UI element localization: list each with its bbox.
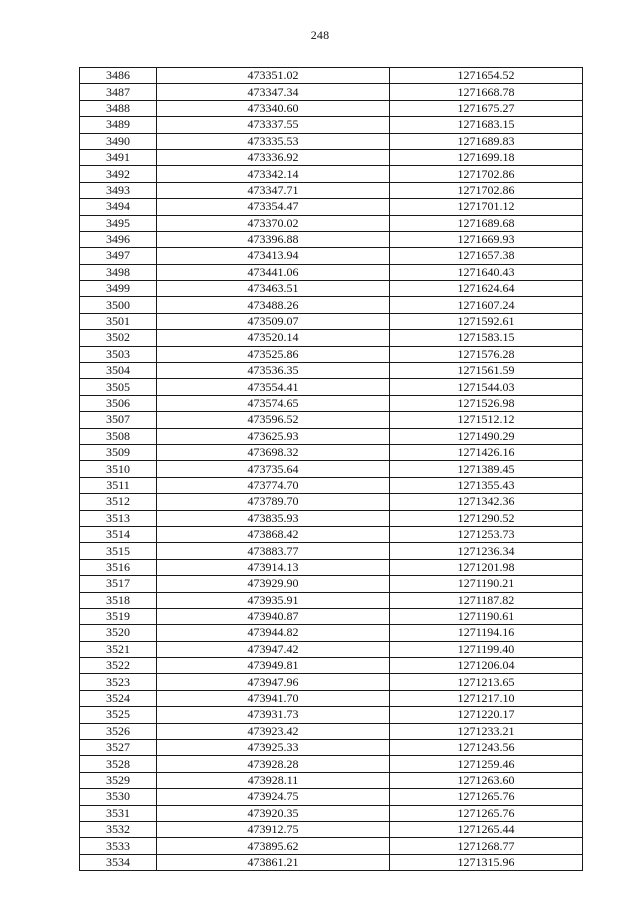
table-row — [80, 772, 583, 788]
y-coordinate-cell: 1271675.27 — [390, 100, 583, 116]
point-id-cell: 3514 — [80, 526, 157, 542]
table-row — [80, 100, 583, 116]
point-id-cell: 3530 — [80, 789, 157, 805]
y-coordinate-cell: 1271490.29 — [390, 428, 583, 444]
x-coordinate-cell: 473928.28 — [157, 756, 390, 772]
y-coordinate-cell: 1271253.73 — [390, 526, 583, 542]
y-coordinate-cell: 1271689.83 — [390, 133, 583, 149]
point-id-cell: 3520 — [80, 625, 157, 641]
y-coordinate-cell: 1271592.61 — [390, 313, 583, 329]
point-id-cell: 3491 — [80, 149, 157, 165]
x-coordinate-cell: 473947.96 — [157, 674, 390, 690]
x-coordinate-cell: 473335.53 — [157, 133, 390, 149]
point-id-cell: 3509 — [80, 444, 157, 460]
table-row — [80, 84, 583, 100]
point-id-cell: 3534 — [80, 854, 157, 870]
x-coordinate-cell: 473895.62 — [157, 838, 390, 854]
table-row — [80, 182, 583, 198]
point-id-cell: 3497 — [80, 248, 157, 264]
table-row — [80, 625, 583, 641]
x-coordinate-cell: 473536.35 — [157, 363, 390, 379]
x-coordinate-cell: 473525.86 — [157, 346, 390, 362]
point-id-cell: 3499 — [80, 281, 157, 297]
table-row — [80, 821, 583, 837]
y-coordinate-cell: 1271220.17 — [390, 707, 583, 723]
x-coordinate-cell: 473929.90 — [157, 576, 390, 592]
x-coordinate-cell: 473347.34 — [157, 84, 390, 100]
table-row — [80, 494, 583, 510]
x-coordinate-cell: 473789.70 — [157, 494, 390, 510]
x-coordinate-cell: 473574.65 — [157, 395, 390, 411]
table-row — [80, 559, 583, 575]
x-coordinate-cell: 473596.52 — [157, 412, 390, 428]
y-coordinate-cell: 1271702.86 — [390, 182, 583, 198]
y-coordinate-cell: 1271199.40 — [390, 641, 583, 657]
x-coordinate-cell: 473625.93 — [157, 428, 390, 444]
x-coordinate-cell: 473342.14 — [157, 166, 390, 182]
table-row — [80, 346, 583, 362]
table-row — [80, 199, 583, 215]
point-id-cell: 3510 — [80, 461, 157, 477]
y-coordinate-cell: 1271512.12 — [390, 412, 583, 428]
point-id-cell: 3528 — [80, 756, 157, 772]
y-coordinate-cell: 1271669.93 — [390, 231, 583, 247]
point-id-cell: 3506 — [80, 395, 157, 411]
table-row — [80, 658, 583, 674]
x-coordinate-cell: 473370.02 — [157, 215, 390, 231]
y-coordinate-cell: 1271699.18 — [390, 149, 583, 165]
table-body — [80, 68, 583, 871]
table-row — [80, 854, 583, 870]
table-row — [80, 428, 583, 444]
y-coordinate-cell: 1271702.86 — [390, 166, 583, 182]
table-row — [80, 608, 583, 624]
point-id-cell: 3518 — [80, 592, 157, 608]
point-id-cell: 3523 — [80, 674, 157, 690]
table-row — [80, 838, 583, 854]
point-id-cell: 3500 — [80, 297, 157, 313]
table-row — [80, 805, 583, 821]
point-id-cell: 3522 — [80, 658, 157, 674]
x-coordinate-cell: 473914.13 — [157, 559, 390, 575]
y-coordinate-cell: 1271265.76 — [390, 805, 583, 821]
table-row — [80, 789, 583, 805]
table-row — [80, 297, 583, 313]
point-id-cell: 3493 — [80, 182, 157, 198]
y-coordinate-cell: 1271243.56 — [390, 740, 583, 756]
point-id-cell: 3505 — [80, 379, 157, 395]
point-id-cell: 3525 — [80, 707, 157, 723]
y-coordinate-cell: 1271426.16 — [390, 444, 583, 460]
page-number: 248 — [310, 28, 330, 42]
table-row — [80, 166, 583, 182]
point-id-cell: 3519 — [80, 608, 157, 624]
x-coordinate-cell: 473337.55 — [157, 117, 390, 133]
y-coordinate-cell: 1271190.21 — [390, 576, 583, 592]
point-id-cell: 3533 — [80, 838, 157, 854]
table-row — [80, 674, 583, 690]
table-row — [80, 117, 583, 133]
table-row — [80, 526, 583, 542]
x-coordinate-cell: 473774.70 — [157, 477, 390, 493]
point-id-cell: 3502 — [80, 330, 157, 346]
point-id-cell: 3527 — [80, 740, 157, 756]
x-coordinate-cell: 473698.32 — [157, 444, 390, 460]
point-id-cell: 3488 — [80, 100, 157, 116]
point-id-cell: 3508 — [80, 428, 157, 444]
x-coordinate-cell: 473947.42 — [157, 641, 390, 657]
x-coordinate-cell: 473336.92 — [157, 149, 390, 165]
x-coordinate-cell: 473931.73 — [157, 707, 390, 723]
x-coordinate-cell: 473925.33 — [157, 740, 390, 756]
point-id-cell: 3503 — [80, 346, 157, 362]
point-id-cell: 3498 — [80, 264, 157, 280]
y-coordinate-cell: 1271389.45 — [390, 461, 583, 477]
y-coordinate-cell: 1271268.77 — [390, 838, 583, 854]
x-coordinate-cell: 473463.51 — [157, 281, 390, 297]
y-coordinate-cell: 1271607.24 — [390, 297, 583, 313]
point-id-cell: 3492 — [80, 166, 157, 182]
table-row — [80, 641, 583, 657]
y-coordinate-cell: 1271640.43 — [390, 264, 583, 280]
table-row — [80, 133, 583, 149]
y-coordinate-cell: 1271233.21 — [390, 723, 583, 739]
x-coordinate-cell: 473923.42 — [157, 723, 390, 739]
table-row — [80, 740, 583, 756]
table-row — [80, 576, 583, 592]
point-id-cell: 3501 — [80, 313, 157, 329]
point-id-cell: 3495 — [80, 215, 157, 231]
point-id-cell: 3526 — [80, 723, 157, 739]
point-id-cell: 3496 — [80, 231, 157, 247]
table-row — [80, 248, 583, 264]
y-coordinate-cell: 1271190.61 — [390, 608, 583, 624]
y-coordinate-cell: 1271201.98 — [390, 559, 583, 575]
y-coordinate-cell: 1271654.52 — [390, 68, 583, 84]
y-coordinate-cell: 1271526.98 — [390, 395, 583, 411]
point-id-cell: 3511 — [80, 477, 157, 493]
point-id-cell: 3486 — [80, 68, 157, 84]
y-coordinate-cell: 1271315.96 — [390, 854, 583, 870]
y-coordinate-cell: 1271668.78 — [390, 84, 583, 100]
point-id-cell: 3490 — [80, 133, 157, 149]
table-row — [80, 379, 583, 395]
x-coordinate-cell: 473861.21 — [157, 854, 390, 870]
table-row — [80, 707, 583, 723]
y-coordinate-cell: 1271259.46 — [390, 756, 583, 772]
x-coordinate-cell: 473928.11 — [157, 772, 390, 788]
y-coordinate-cell: 1271583.15 — [390, 330, 583, 346]
table-row — [80, 68, 583, 84]
point-id-cell: 3532 — [80, 821, 157, 837]
point-id-cell: 3494 — [80, 199, 157, 215]
y-coordinate-cell: 1271544.03 — [390, 379, 583, 395]
y-coordinate-cell: 1271561.59 — [390, 363, 583, 379]
x-coordinate-cell: 473949.81 — [157, 658, 390, 674]
point-id-cell: 3513 — [80, 510, 157, 526]
x-coordinate-cell: 473924.75 — [157, 789, 390, 805]
y-coordinate-cell: 1271265.76 — [390, 789, 583, 805]
y-coordinate-cell: 1271187.82 — [390, 592, 583, 608]
y-coordinate-cell: 1271342.36 — [390, 494, 583, 510]
x-coordinate-cell: 473883.77 — [157, 543, 390, 559]
point-id-cell: 3531 — [80, 805, 157, 821]
table-row — [80, 690, 583, 706]
point-id-cell: 3487 — [80, 84, 157, 100]
x-coordinate-cell: 473940.87 — [157, 608, 390, 624]
x-coordinate-cell: 473520.14 — [157, 330, 390, 346]
y-coordinate-cell: 1271263.60 — [390, 772, 583, 788]
x-coordinate-cell: 473396.88 — [157, 231, 390, 247]
point-id-cell: 3524 — [80, 690, 157, 706]
y-coordinate-cell: 1271689.68 — [390, 215, 583, 231]
y-coordinate-cell: 1271683.15 — [390, 117, 583, 133]
table-row — [80, 444, 583, 460]
x-coordinate-cell: 473509.07 — [157, 313, 390, 329]
y-coordinate-cell: 1271355.43 — [390, 477, 583, 493]
y-coordinate-cell: 1271657.38 — [390, 248, 583, 264]
table-row — [80, 592, 583, 608]
x-coordinate-cell: 473868.42 — [157, 526, 390, 542]
table-row — [80, 231, 583, 247]
y-coordinate-cell: 1271213.65 — [390, 674, 583, 690]
table-row — [80, 461, 583, 477]
table-row — [80, 756, 583, 772]
table-row — [80, 330, 583, 346]
table-row — [80, 313, 583, 329]
y-coordinate-cell: 1271236.34 — [390, 543, 583, 559]
point-id-cell: 3512 — [80, 494, 157, 510]
x-coordinate-cell: 473441.06 — [157, 264, 390, 280]
y-coordinate-cell: 1271206.04 — [390, 658, 583, 674]
x-coordinate-cell: 473347.71 — [157, 182, 390, 198]
x-coordinate-cell: 473554.41 — [157, 379, 390, 395]
y-coordinate-cell: 1271701.12 — [390, 199, 583, 215]
table-row — [80, 264, 583, 280]
point-id-cell: 3504 — [80, 363, 157, 379]
y-coordinate-cell: 1271624.64 — [390, 281, 583, 297]
table-row — [80, 395, 583, 411]
table-row — [80, 363, 583, 379]
x-coordinate-cell: 473413.94 — [157, 248, 390, 264]
point-id-cell: 3515 — [80, 543, 157, 559]
table-row — [80, 215, 583, 231]
y-coordinate-cell: 1271194.16 — [390, 625, 583, 641]
y-coordinate-cell: 1271576.28 — [390, 346, 583, 362]
table-row — [80, 723, 583, 739]
point-id-cell: 3516 — [80, 559, 157, 575]
x-coordinate-cell: 473340.60 — [157, 100, 390, 116]
x-coordinate-cell: 473912.75 — [157, 821, 390, 837]
x-coordinate-cell: 473920.35 — [157, 805, 390, 821]
x-coordinate-cell: 473935.91 — [157, 592, 390, 608]
table-row — [80, 281, 583, 297]
x-coordinate-cell: 473944.82 — [157, 625, 390, 641]
x-coordinate-cell: 473488.26 — [157, 297, 390, 313]
coordinate-table — [79, 67, 583, 871]
point-id-cell: 3521 — [80, 641, 157, 657]
x-coordinate-cell: 473351.02 — [157, 68, 390, 84]
x-coordinate-cell: 473354.47 — [157, 199, 390, 215]
x-coordinate-cell: 473941.70 — [157, 690, 390, 706]
table-row — [80, 543, 583, 559]
point-id-cell: 3529 — [80, 772, 157, 788]
y-coordinate-cell: 1271290.52 — [390, 510, 583, 526]
x-coordinate-cell: 473835.93 — [157, 510, 390, 526]
point-id-cell: 3517 — [80, 576, 157, 592]
table-row — [80, 149, 583, 165]
y-coordinate-cell: 1271217.10 — [390, 690, 583, 706]
point-id-cell: 3507 — [80, 412, 157, 428]
y-coordinate-cell: 1271265.44 — [390, 821, 583, 837]
x-coordinate-cell: 473735.64 — [157, 461, 390, 477]
table-row — [80, 412, 583, 428]
point-id-cell: 3489 — [80, 117, 157, 133]
table-row — [80, 477, 583, 493]
table-row — [80, 510, 583, 526]
